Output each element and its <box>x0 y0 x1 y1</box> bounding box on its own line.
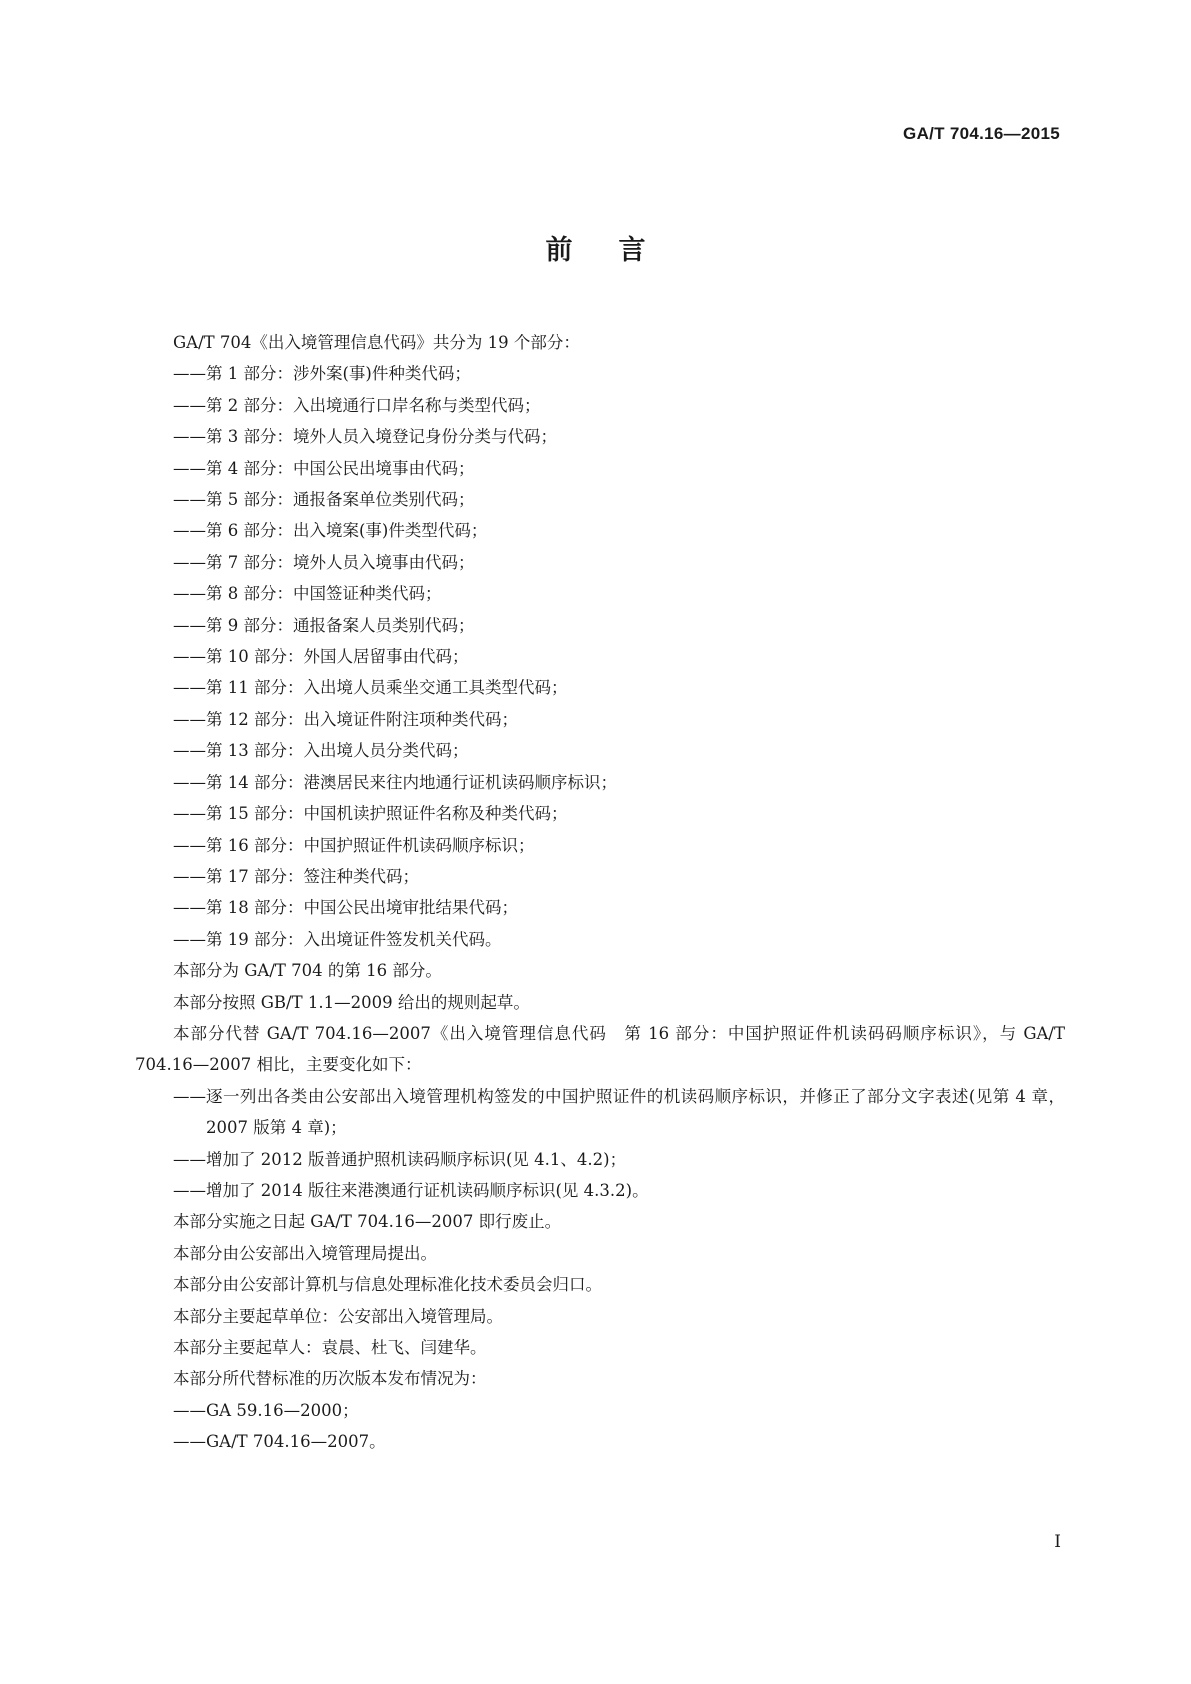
list-item: ——第 2 部分：入出境通行口岸名称与类型代码； <box>173 395 541 415</box>
page-number: I <box>1054 1532 1061 1552</box>
list-item: ——第 6 部分：出入境案(事)件类型代码； <box>173 521 488 541</box>
list-item: ——GA/T 704.16—2007。 <box>173 1432 386 1452</box>
standard-code: GA/T 704.16—2015 <box>903 124 1060 143</box>
list-item: ——第 4 部分：中国公民出境事由代码； <box>173 458 475 478</box>
page-title: 前言 <box>545 235 692 266</box>
list-item: ——第 17 部分：签注种类代码； <box>173 866 419 886</box>
list-item: ——第 9 部分：通报备案人员类别代码； <box>173 615 475 635</box>
list-item: ——第 5 部分：通报备案单位类别代码； <box>173 490 475 510</box>
statement: 本部分主要起草人：袁晨、杜飞、闫建华。 <box>173 1338 487 1357</box>
list-item: ——第 12 部分：出入境证件附注项种类代码； <box>173 709 518 729</box>
list-item-text: 逐一列出各类由公安部出入境管理机构签发的中国护照证件的机读码顺序标识，并修正了部分文字表述(见第 4 章，2007 版第 4 章)； <box>206 1086 1065 1138</box>
changes-list <box>135 1081 1065 1207</box>
list-item: ——第 11 部分：入出境人员乘坐交通工具类型代码； <box>173 678 568 698</box>
list-item <box>135 1144 1065 1175</box>
list-dash: —— <box>173 1180 206 1200</box>
parts-list <box>135 358 1065 955</box>
list-item: ——第 14 部分：港澳居民来往内地通行证机读码顺序标识； <box>173 772 617 792</box>
list-dash: —— <box>173 1149 206 1169</box>
list-item: ——第 3 部分：境外人员入境登记身份分类与代码； <box>173 427 557 447</box>
list-item: ——第 13 部分：入出境人员分类代码； <box>173 741 469 761</box>
list-item-text: 增加了 2012 版普通护照机读码顺序标识(见 4.1、4.2)； <box>206 1149 627 1169</box>
document-body <box>135 327 1065 1458</box>
list-item-text: 增加了 2014 版往来港澳通行证机读码顺序标识(见 4.3.2)。 <box>206 1180 649 1200</box>
list-item: ——第 1 部分：涉外案(事)件种类代码； <box>173 364 471 384</box>
list-item: ——第 19 部分：入出境证件签发机关代码。 <box>173 929 502 949</box>
statement: 本部分由公安部出入境管理局提出。 <box>173 1243 437 1263</box>
list-item: ——第 16 部分：中国护照证件机读码顺序标识； <box>173 835 535 855</box>
list-item <box>135 1081 1065 1144</box>
list-dash: —— <box>173 1086 206 1106</box>
part-of-statement: 本部分为 GA/T 704 的第 16 部分。 <box>173 961 442 981</box>
intro-paragraph: GA/T 704《出入境管理信息代码》共分为 19 个部分： <box>173 333 580 352</box>
list-item: ——第 18 部分：中国公民出境审批结果代码； <box>173 898 518 918</box>
list-item: ——GA 59.16—2000； <box>173 1400 359 1420</box>
list-item: ——第 8 部分：中国签证种类代码； <box>173 584 442 604</box>
list-item <box>135 1175 1065 1206</box>
statement: 本部分实施之日起 GA/T 704.16—2007 即行废止。 <box>173 1212 562 1232</box>
statement: 本部分所代替标准的历次版本发布情况为： <box>173 1369 487 1389</box>
previous-versions-list <box>135 1395 1065 1458</box>
drafting-rules-statement: 本部分按照 GB/T 1.1—2009 给出的规则起草。 <box>173 992 530 1012</box>
replacement-statement: 本部分代替 GA/T 704.16—2007《出入境管理信息代码 第 16 部分：中国护照证件机读码码顺序标识》，与 GA/T 704.16—2007 相比，主要变化如下： <box>135 1023 1065 1075</box>
statement: 本部分主要起草单位：公安部出入境管理局。 <box>173 1306 503 1326</box>
list-item: ——第 10 部分：外国人居留事由代码； <box>173 647 469 667</box>
list-item: ——第 15 部分：中国机读护照证件名称及种类代码； <box>173 804 568 824</box>
list-item: ——第 7 部分：境外人员入境事由代码； <box>173 552 475 572</box>
statement: 本部分由公安部计算机与信息处理标准化技术委员会归口。 <box>173 1275 602 1295</box>
